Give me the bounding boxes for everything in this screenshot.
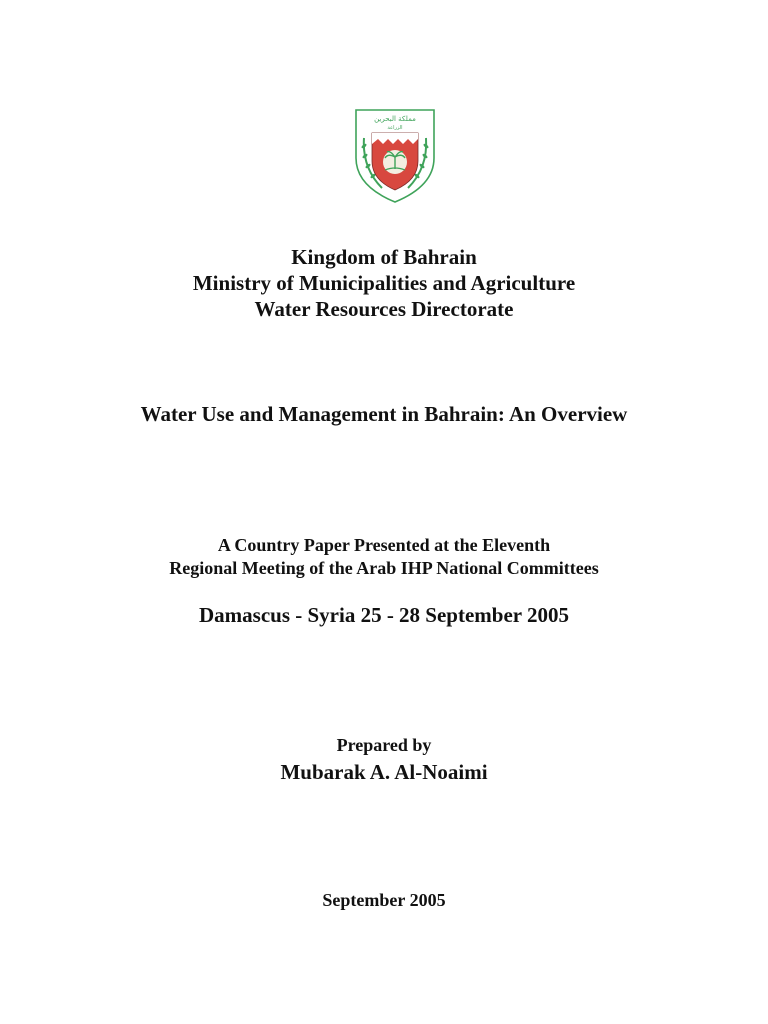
document-title: Water Use and Management in Bahrain: An Overview: [140, 402, 628, 426]
presentation-line-2: Regional Meeting of the Arab IHP National Committees: [169, 558, 599, 578]
emblem-arabic-subtext: الزراعة: [387, 125, 403, 131]
presentation-line-1: A Country Paper Presented at the Eleventh: [217, 535, 551, 555]
bahrain-emblem-icon: [352, 106, 438, 206]
prepared-by-label: Prepared by: [336, 735, 432, 755]
org-kingdom: Kingdom of Bahrain: [291, 245, 477, 269]
venue-line: Damascus - Syria 25 - 28 September 2005: [198, 603, 569, 627]
org-directorate: Water Resources Directorate: [254, 297, 514, 321]
document-date: September 2005: [322, 890, 446, 910]
author-name: Mubarak A. Al-Noaimi: [280, 760, 488, 784]
emblem-arabic-text: مملكة البحرين: [374, 115, 416, 123]
org-ministry: Ministry of Municipalities and Agriculture: [192, 271, 576, 295]
